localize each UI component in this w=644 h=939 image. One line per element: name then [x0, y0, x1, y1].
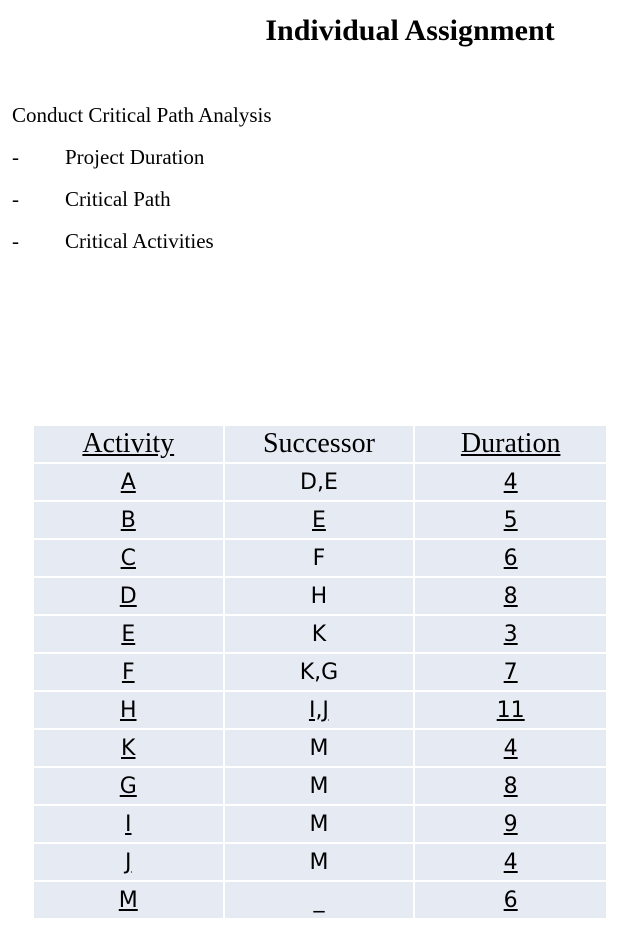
- list-item-text: Critical Activities: [65, 229, 214, 253]
- cell-duration: 8: [415, 768, 606, 804]
- cell-activity: D: [34, 578, 225, 614]
- cell-activity: J: [34, 844, 225, 880]
- cell-successor: E: [225, 502, 416, 538]
- cell-successor: _: [225, 882, 416, 918]
- table-row: [34, 882, 606, 918]
- cell-successor: F: [225, 540, 416, 576]
- cell-duration: 5: [415, 502, 606, 538]
- cell-activity: C: [34, 540, 225, 576]
- table-row: [34, 806, 606, 842]
- cell-activity: B: [34, 502, 225, 538]
- cell-duration: 11: [415, 692, 606, 728]
- cell-successor: I,J: [225, 692, 416, 728]
- cell-duration: 4: [415, 844, 606, 880]
- table-row: [34, 464, 606, 500]
- header-successor: Successor: [225, 426, 416, 462]
- header-activity: Activity: [34, 426, 225, 462]
- cell-duration: 4: [415, 464, 606, 500]
- table-row: [34, 502, 606, 538]
- cell-activity: I: [34, 806, 225, 842]
- cell-activity: H: [34, 692, 225, 728]
- cell-successor: K,G: [225, 654, 416, 690]
- cell-successor: D,E: [225, 464, 416, 500]
- activity-table: [34, 424, 606, 920]
- bullet-dash: -: [12, 187, 19, 211]
- table-row: [34, 730, 606, 766]
- cell-activity: A: [34, 464, 225, 500]
- cell-successor: M: [225, 806, 416, 842]
- cell-activity: M: [34, 882, 225, 918]
- cell-activity: E: [34, 616, 225, 652]
- cell-activity: K: [34, 730, 225, 766]
- bullet-dash: -: [12, 145, 19, 169]
- table-row: [34, 768, 606, 804]
- list-item-text: Critical Path: [65, 187, 171, 211]
- table-row: [34, 654, 606, 690]
- cell-duration: 9: [415, 806, 606, 842]
- bullet-dash: -: [12, 229, 19, 253]
- table-row: [34, 616, 606, 652]
- cell-activity: G: [34, 768, 225, 804]
- intro-text: Conduct Critical Path Analysis: [12, 103, 272, 127]
- cell-activity: F: [34, 654, 225, 690]
- table-row: [34, 540, 606, 576]
- cell-duration: 4: [415, 730, 606, 766]
- cell-duration: 6: [415, 882, 606, 918]
- table-row: [34, 578, 606, 614]
- cell-successor: M: [225, 768, 416, 804]
- table-header-row: [34, 426, 606, 462]
- cell-successor: M: [225, 730, 416, 766]
- page-title: Individual Assignment: [265, 14, 555, 47]
- cell-successor: M: [225, 844, 416, 880]
- cell-duration: 8: [415, 578, 606, 614]
- cell-successor: K: [225, 616, 416, 652]
- cell-successor: H: [225, 578, 416, 614]
- cell-duration: 3: [415, 616, 606, 652]
- header-duration: Duration: [415, 426, 606, 462]
- table-row: [34, 692, 606, 728]
- list-item-text: Project Duration: [65, 145, 205, 169]
- table-row: [34, 844, 606, 880]
- cell-duration: 7: [415, 654, 606, 690]
- cell-duration: 6: [415, 540, 606, 576]
